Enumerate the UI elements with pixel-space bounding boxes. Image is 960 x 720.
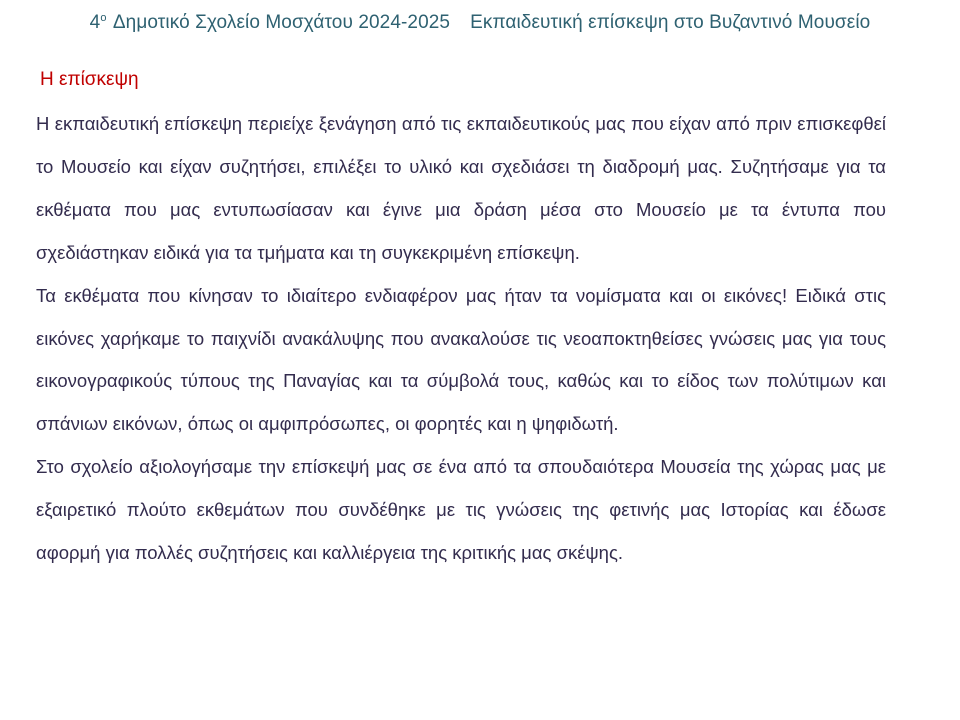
- visit-subject: Εκπαιδευτική επίσκεψη στο Βυζαντινό Μουσείο: [470, 12, 871, 33]
- paragraph-exhibits: Τα εκθέματα που κίνησαν το ιδιαίτερο ενδιαφέρον μας ήταν τα νομίσματα και οι εικόνες! Ειδικά στις εικόνες χαρήκαμε το παιχνίδι ανακάλυψης που ανακαλούσε τις νεοαποκτηθείσες γνώσεις μας για τους εικονογραφικούς τύπους της Παναγίας και τα σύμβολά τους, καθώς και το είδος των πολύτιμων και σπάνιων εικόνων, όπως οι αμφιπρόσωπες, οι φορητές και η ψηφιδωτή.: [36, 284, 886, 435]
- section-title: Η επίσκεψη: [40, 69, 139, 90]
- paragraph-evaluation: Στο σχολείο αξιολογήσαμε την επίσκεψή μας σε ένα από τα σπουδαιότερα Μουσεία της χώρας μας με εξαιρετικό πλούτο εκθεμάτων που συνδέθηκε με τις γνώσεις της φετινής μας Ιστορίας και έδωσε αφορμή για πολλές συζητήσεις και καλλιέργεια της κριτικής μας σκέψης.: [36, 456, 886, 564]
- body-text: [36, 103, 886, 575]
- school-name: [90, 12, 450, 33]
- school-title: Δημοτικό Σχολείο Μοσχάτου 2024-2025: [112, 12, 451, 33]
- slide-header: [0, 12, 960, 34]
- school-number: 4: [89, 12, 101, 33]
- ordinal-indicator: ο: [100, 12, 107, 24]
- paragraph-visit-description: Η εκπαιδευτική επίσκεψη περιείχε ξενάγηση από τις εκπαιδευτικούς μας που είχαν από πριν επισκεφθεί το Μουσείο και είχαν συζητήσει, επιλέξει το υλικό και σχεδιάσει τη διαδρομή μας. Συζητήσαμε για τα εκθέματα που μας εντυπωσίασαν και έγινε μια δράση μέσα στο Μουσείο με τα έντυπα που σχεδιάστηκαν ειδικά για τα τμήματα και τη συγκεκριμένη επίσκεψη.: [36, 113, 886, 263]
